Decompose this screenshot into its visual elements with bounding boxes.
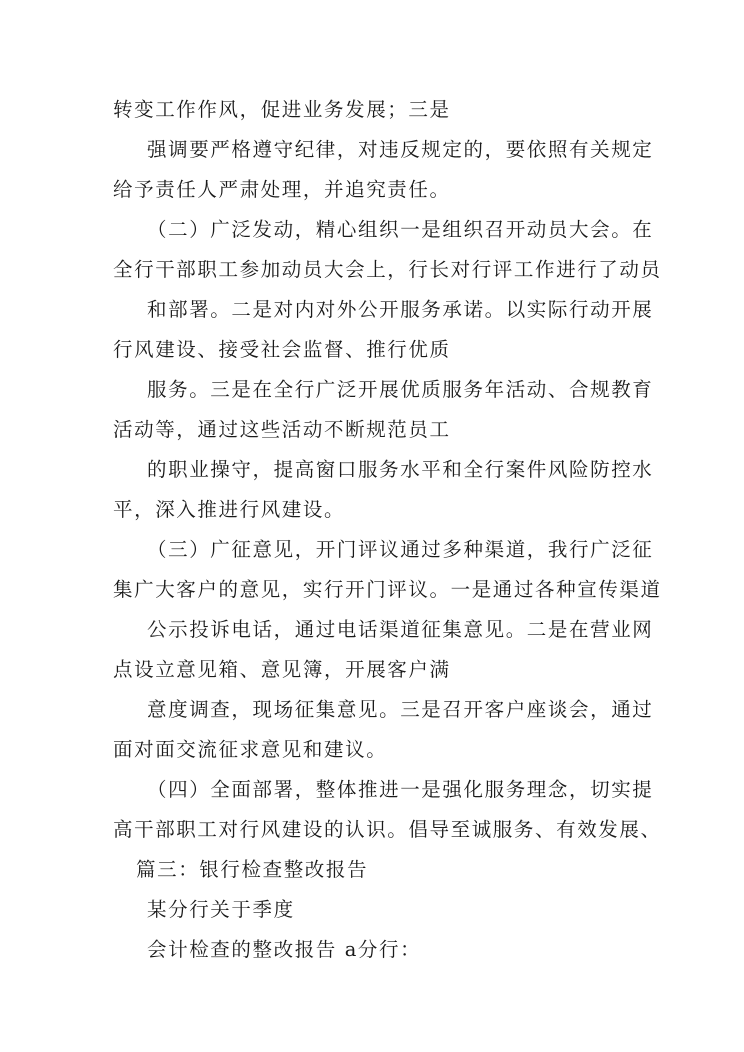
text-line-12: （三）广征意见，开门评议通过多种渠道，我行广泛征 [147,538,654,561]
text-line-15: 点设立意见箱、意见簿，开展客户满 [113,658,451,681]
section-heading: 篇三：银行检查整改报告 [136,858,369,881]
text-line-19: 高干部职工对行风建设的认识。倡导至诚服务、有效发展、 [113,818,662,841]
text-line-21: 某分行关于季度 [147,898,295,921]
text-line-22: 会计检查的整改报告 a分行： [147,938,422,961]
text-line-4: （二）广泛发动，精心组织一是组织召开动员大会。在 [147,218,654,241]
text-line-14: 公示投诉电话，通过电话渠道征集意见。二是在营业网 [147,618,654,641]
text-line-6: 和部署。二是对内对外公开服务承诺。以实际行动开展 [147,298,654,321]
text-line-7: 行风建设、接受社会监督、推行优质 [113,338,451,361]
text-line-3: 给予责任人严肃处理，并追究责任。 [113,178,451,201]
text-line-5: 全行干部职工参加动员大会上，行长对行评工作进行了动员 [113,258,662,281]
text-line-9: 活动等，通过这些活动不断规范员工 [113,418,451,441]
text-line-8: 服务。三是在全行广泛开展优质服务年活动、合规教育 [147,378,654,401]
text-line-10: 的职业操守，提高窗口服务水平和全行案件风险防控水 [147,458,654,481]
text-line-18: （四）全面部署，整体推进一是强化服务理念，切实提 [147,778,654,801]
text-line-13: 集广大客户的意见，实行开门评议。一是通过各种宣传渠道 [113,578,662,601]
text-line-1: 转变工作作风，促进业务发展；三是 [113,98,451,121]
text-line-11: 平，深入推进行风建设。 [113,498,346,521]
text-line-17: 面对面交流征求意见和建议。 [113,738,388,761]
text-line-2: 强调要严格遵守纪律，对违反规定的，要依照有关规定 [147,138,654,161]
text-line-16: 意度调查，现场征集意见。三是召开客户座谈会，通过 [147,698,654,721]
